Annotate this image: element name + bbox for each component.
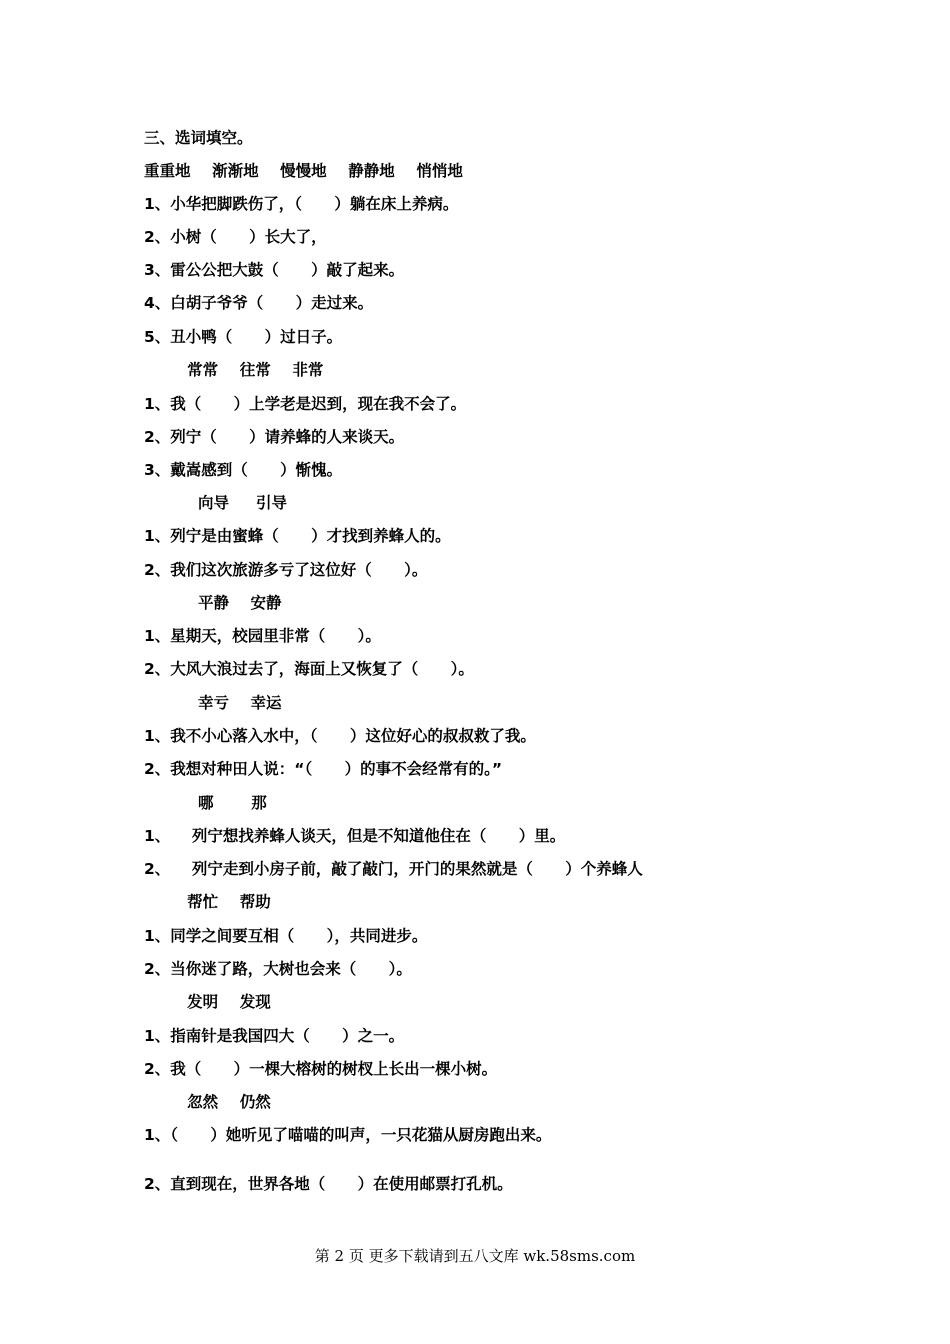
sentence-7-1: 1、同学之间要互相（ ），共同进步。 [144, 927, 428, 945]
word-choices-6: 哪 那 [144, 794, 267, 812]
sentence-9-2: 2、直到现在，世界各地（ ）在使用邮票打孔机。 [144, 1175, 513, 1193]
sentence-5-1: 1、我不小心落入水中，（ ）这位好心的叔叔救了我。 [144, 727, 536, 745]
sentence-6-2: 2、 列宁走到小房子前，敲了敲门，开门的果然就是（ ）个养蜂人 [144, 860, 643, 878]
sentence-6-1: 1、 列宁想找养蜂人谈天，但是不知道他住在（ ）里。 [144, 827, 566, 845]
sentence-1-1: 1、小华把脚跌伤了，（ ）躺在床上养病。 [144, 195, 459, 213]
sentence-8-1: 1、指南针是我国四大（ ）之一。 [144, 1027, 405, 1045]
sentence-7-2: 2、当你迷了路，大树也会来（ ）。 [144, 960, 412, 978]
sentence-8-2: 2、我（ ）一棵大榕树的树杈上长出一棵小树。 [144, 1060, 498, 1078]
word-choices-9: 忽然 仍然 [144, 1093, 271, 1111]
sentence-2-2: 2、列宁（ ）请养蜂的人来谈天。 [144, 428, 405, 446]
sentence-9-1: 1、（ ）她听见了喵喵的叫声，一只花猫从厨房跑出来。 [144, 1126, 552, 1144]
word-choices-7: 帮忙 帮助 [144, 893, 271, 911]
sentence-4-1: 1、星期天，校园里非常（ ）。 [144, 627, 381, 645]
section-heading: 三、选词填空。 [144, 129, 253, 147]
sentence-5-2: 2、我想对种田人说：“（ ）的事不会经常有的。” [144, 760, 503, 778]
word-choices-1: 重重地 渐渐地 慢慢地 静静地 悄悄地 [144, 162, 463, 180]
word-choices-8: 发明 发现 [144, 993, 271, 1011]
sentence-2-1: 1、我（ ）上学老是迟到，现在我不会了。 [144, 395, 467, 413]
sentence-4-2: 2、大风大浪过去了，海面上又恢复了（ ）。 [144, 660, 474, 678]
sentence-3-2: 2、我们这次旅游多亏了这位好（ ）。 [144, 561, 428, 579]
word-choices-2: 常常 往常 非常 [144, 361, 324, 379]
sentence-3-1: 1、列宁是由蜜蜂（ ）才找到养蜂人的。 [144, 527, 451, 545]
word-choices-5: 幸亏 幸运 [144, 694, 282, 712]
sentence-1-3: 3、雷公公把大鼓（ ）敲了起来。 [144, 261, 405, 279]
sentence-1-2: 2、小树（ ）长大了， [144, 228, 327, 246]
sentence-1-5: 5、丑小鸭（ ）过日子。 [144, 328, 343, 346]
word-choices-4: 平静 安静 [144, 594, 282, 612]
word-choices-3: 向导 引导 [144, 494, 287, 512]
sentence-1-4: 4、白胡子爷爷（ ）走过来。 [144, 294, 374, 312]
sentence-2-3: 3、戴嵩感到（ ）惭愧。 [144, 461, 343, 479]
page-footer: 第 2 页 更多下载请到五八文库 wk.58sms.com [314, 1247, 636, 1265]
